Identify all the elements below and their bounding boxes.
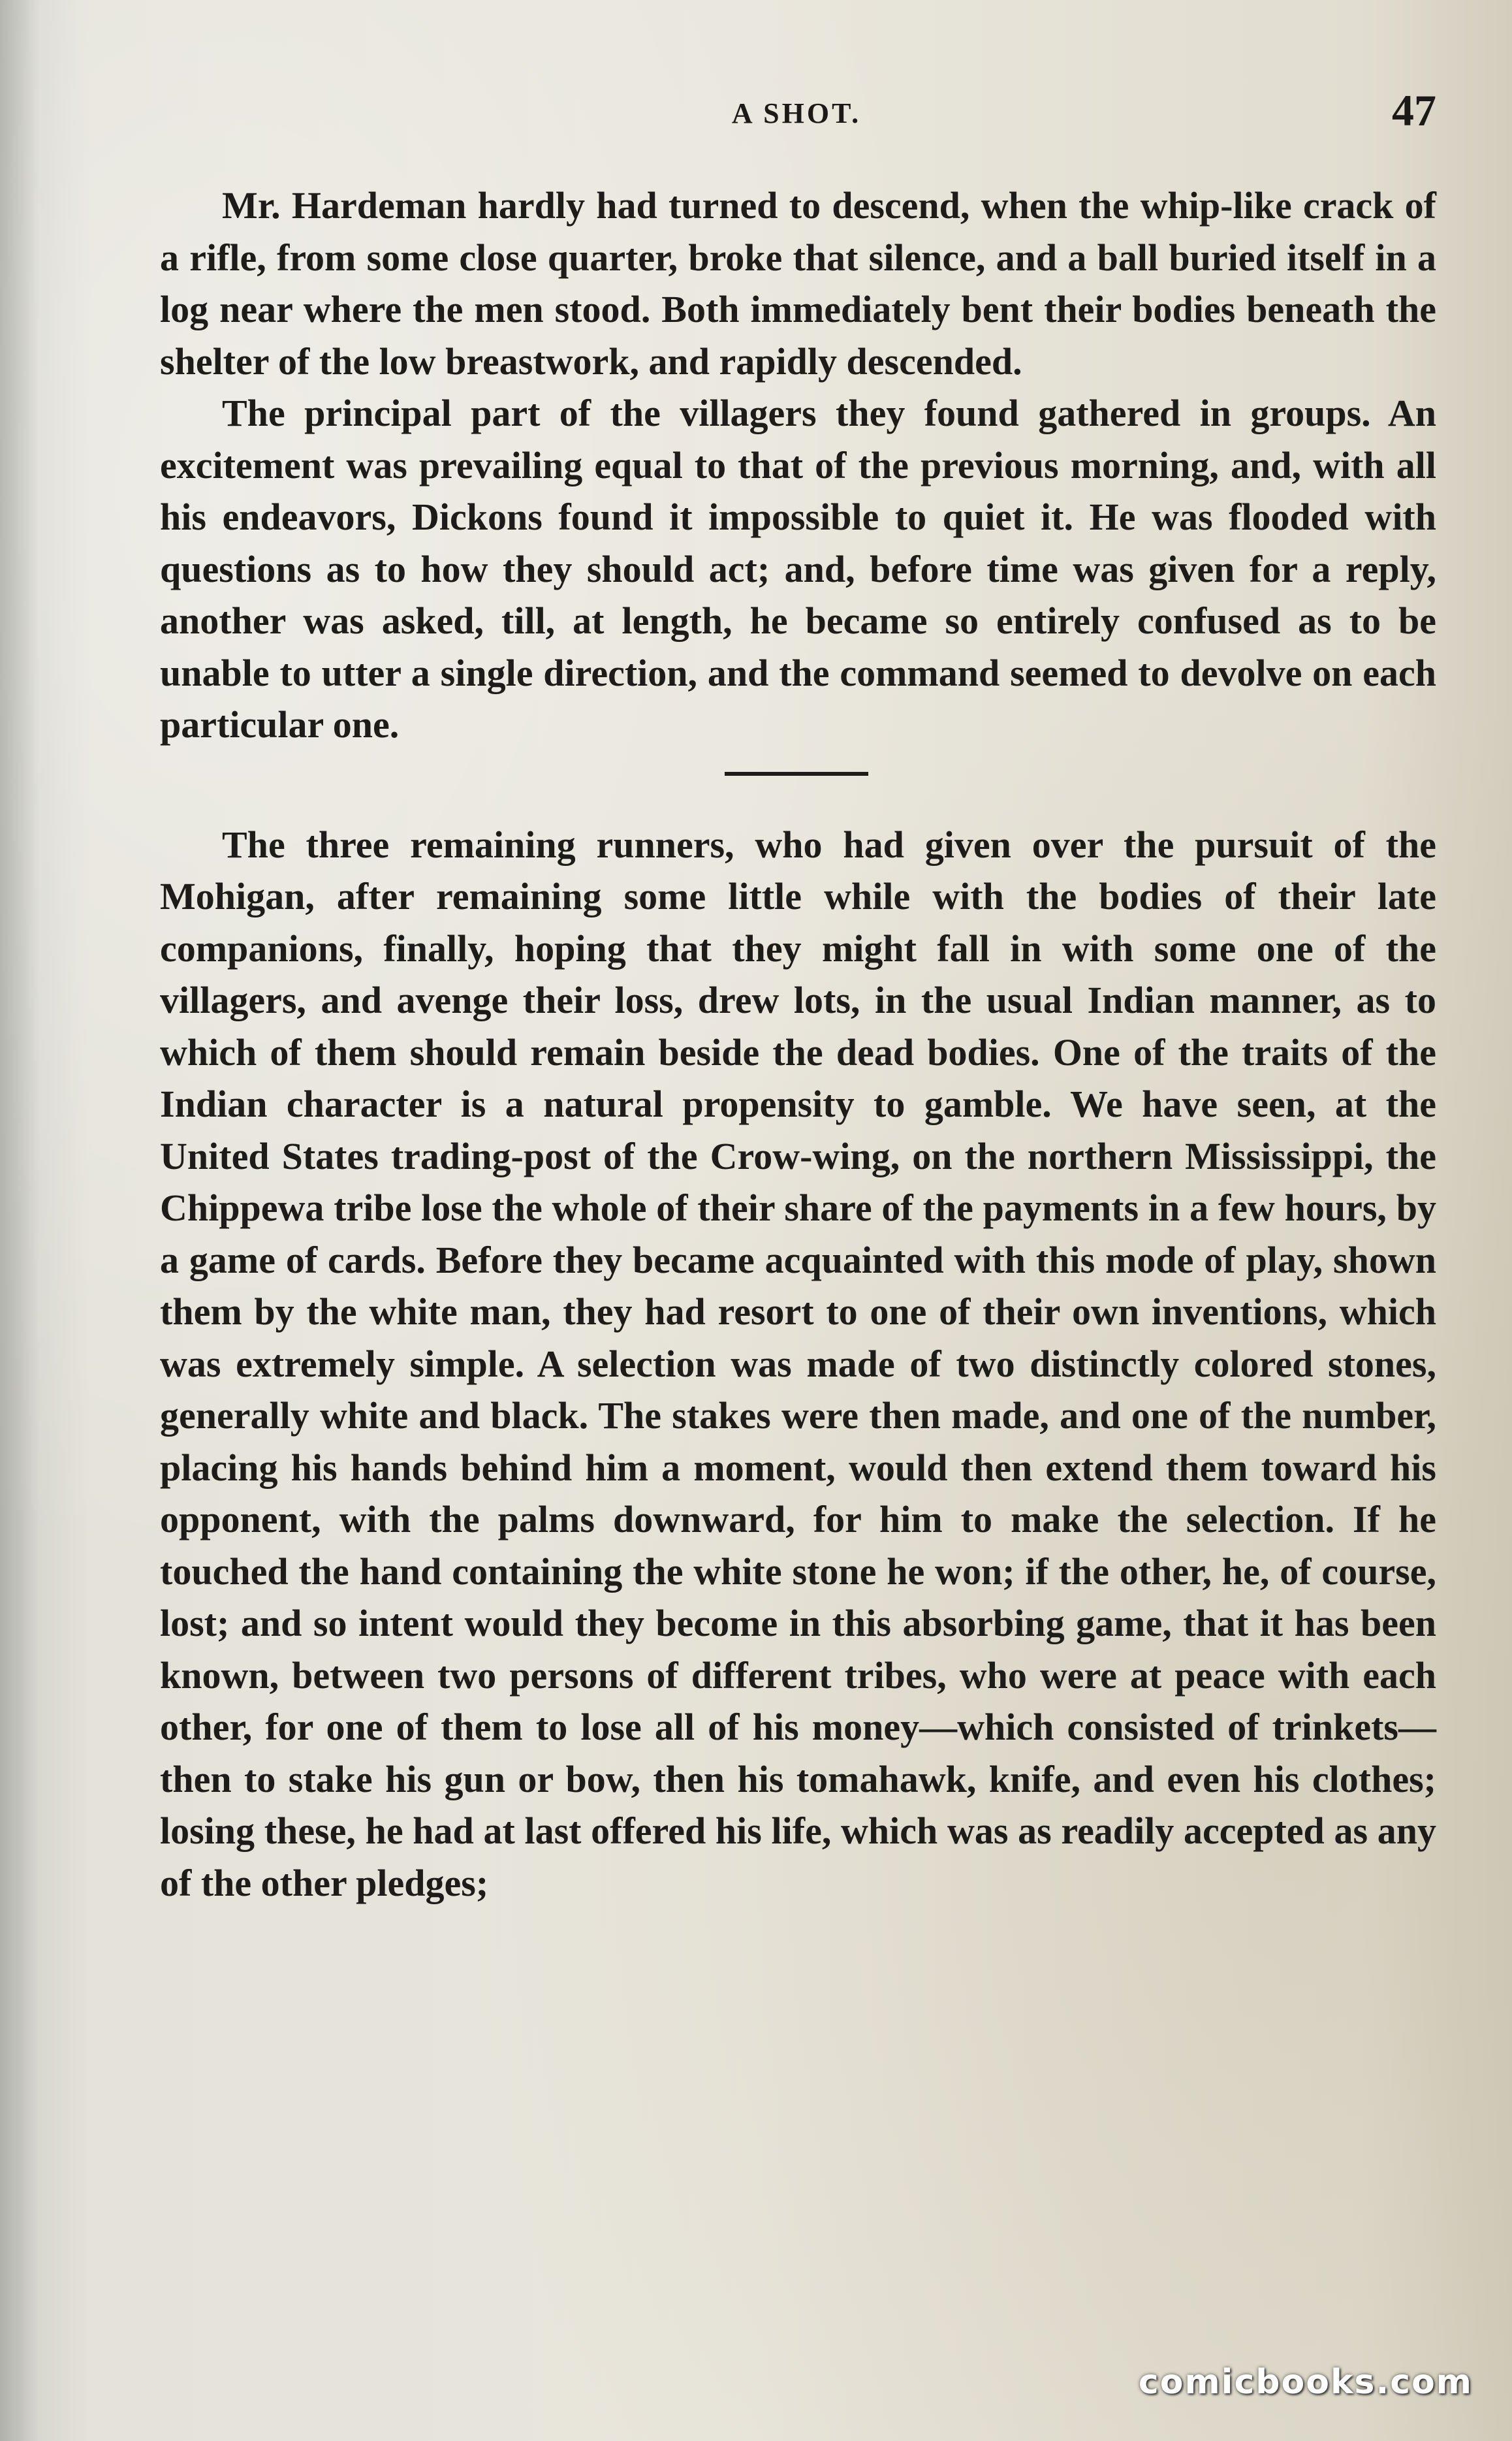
- section-rule: [725, 772, 868, 776]
- body-text: [160, 180, 1436, 1909]
- page-edge-shadow: [0, 0, 39, 2441]
- watermark: comicbooks.com: [1138, 2363, 1473, 2402]
- page-number: 47: [1392, 86, 1436, 135]
- paragraph: The three remaining runners, who had given over the pursuit of the Mohigan, after remaining some little while with the bodies of their late companions, finally, hoping that they might fall in with some one of the villagers, and avenge their loss, drew lots, in the usual Indian manner, as to which of them should remain beside the dead bodies. One of the traits of the Indian character is a natural propensity to gamble. We have seen, at the United States trading-post of the Crow-wing, on the northern Mississippi, the Chippewa tribe lose the whole of their share of the payments in a few hours, by a game of cards. Before they became acquainted with this mode of play, shown them by the white man, they had resort to one of their own inventions, which was extremely simple. A selection was made of two distinctly colored stones, generally white and black. The stakes were then made, and one of the number, placing his hands behind him a moment, would then extend them toward his opponent, with the palms downward, for him to make the selection. If he touched the hand containing the white stone he won; if the other, he, of course, lost; and so intent would they become in this absorbing game, that it has been known, between two persons of different tribes, who were at peace with each other, for one of them to lose all of his money—which consisted of trinkets—then to stake his gun or bow, then his tomahawk, knife, and even his clothes; losing these, he had at last offered his life, which was as readily accepted as any of the other pledges;: [160, 823, 1436, 1904]
- page-header: [157, 85, 1436, 144]
- section-break: [160, 751, 1436, 819]
- paragraph: The principal part of the villagers they found gathered in groups. An excitement was prevailing equal to that of the previous morning, and, with all his endeavors, Dickons found it impossible to quiet it. He was flooded with questions as to how they should act; and, before time was given for a reply, another was asked, till, at length, he became so entirely confused as to be unable to utter a single direction, and the command seemed to devolve on each particular one.: [160, 392, 1436, 746]
- paragraph: Mr. Hardeman hardly had turned to descend, when the whip-like crack of a rifle, from some close quarter, broke that silence, and a ball buried itself in a log near where the men stood. Both immediately bent their bodies beneath the shelter of the low breastwork, and rapidly descended.: [160, 184, 1436, 383]
- running-head: A SHOT.: [731, 97, 862, 129]
